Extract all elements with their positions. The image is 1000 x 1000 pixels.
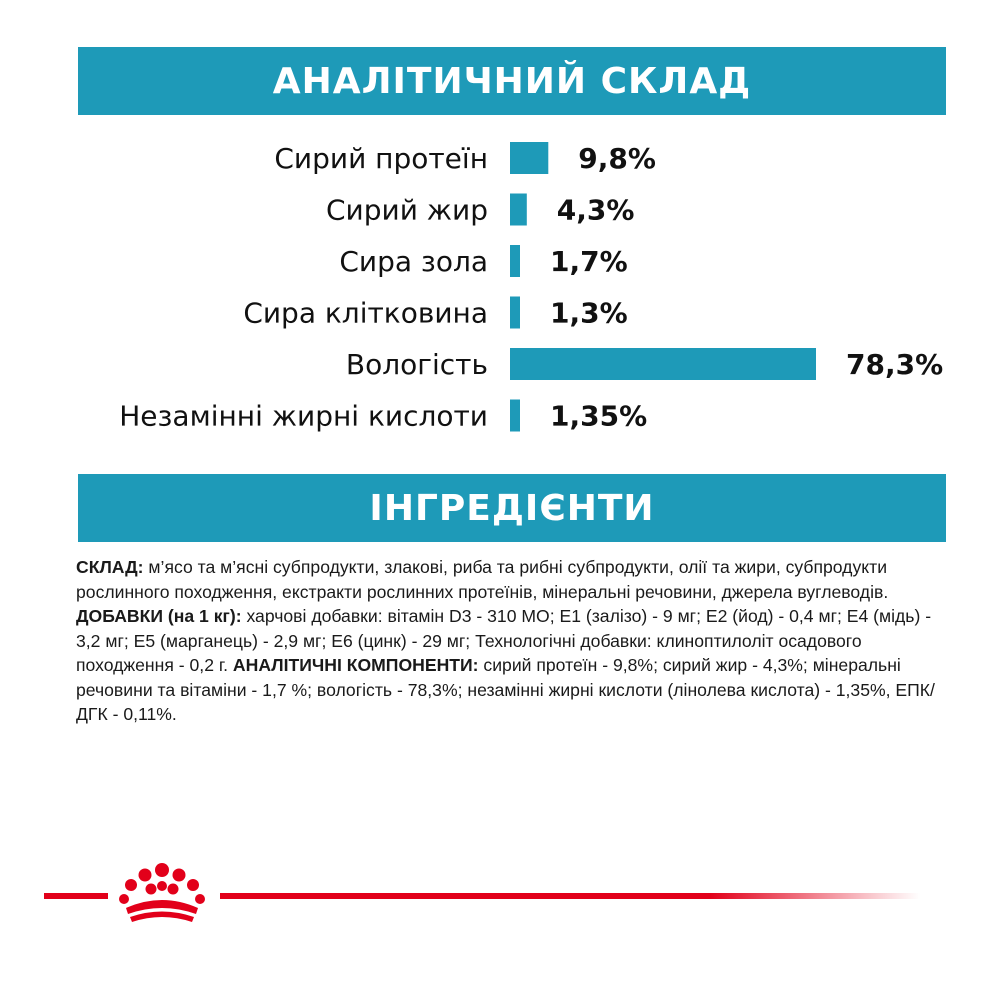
- bar: [510, 400, 520, 432]
- composition-heading: СКЛАД:: [76, 557, 144, 577]
- composition-text: [76, 555, 946, 727]
- analysis-header-band: [78, 47, 946, 115]
- bar-label: Вологість: [345, 348, 488, 381]
- bar-label: Сира зола: [339, 245, 488, 278]
- bar: [510, 142, 548, 174]
- bar-value-label: 1,3%: [550, 296, 628, 330]
- composition-text-run: сирий протеїн - 9,8%; сирий жир - 4,3%; мінеральні речовини та вітаміни - 1,7 %; вологість - 78,3%; незамінні жирні кислоти (лінолева кислота) - 1,35%, ЕПК/ДГК - 0,11%.: [76, 655, 935, 724]
- composition-heading: АНАЛІТИЧНІ КОМПОНЕНТИ:: [232, 655, 479, 675]
- bar: [510, 297, 520, 329]
- bar-label: Незамінні жирні кислоти: [119, 399, 488, 433]
- bar-label: Сирий протеїн: [274, 142, 488, 175]
- composition-text-run: м’ясо та м’ясні субпродукти, злакові, риба та рибні субпродукти, олії та жири, субпродукти рослинного походження, екстракти рослинних протеїнів, мінеральні речовини, джерела вуглеводів.: [76, 557, 889, 602]
- royal-canin-crown-icon: [110, 862, 214, 928]
- footer-red-line-right: [220, 893, 920, 899]
- ingredients-header-band: [78, 474, 946, 542]
- bar-label: Сира клітковина: [243, 296, 488, 330]
- bar-value-label: 4,3%: [556, 193, 635, 227]
- ingredients-title: ІНГРЕДІЄНТИ: [369, 487, 655, 529]
- bar-label: Сирий жир: [325, 193, 488, 227]
- bar: [510, 348, 816, 380]
- analysis-bar-chart: [0, 120, 1000, 450]
- composition-text-run: харчові добавки: вітамін D3 - 310 МО; Е1 (залізо) - 9 мг; Е2 (йод) - 0,4 мг; Е4 (мідь) - 3,2 мг; Е5 (марганець) - 2,9 мг; Е6 (цинк) - 29 мг; Технологічні добавки: клиноптилоліт осадового походження - 0,2 г.: [76, 606, 932, 675]
- bar-value-label: 9,8%: [578, 142, 656, 175]
- bar-value-label: 78,3%: [846, 348, 944, 381]
- bar: [510, 194, 527, 226]
- bar: [510, 245, 520, 277]
- bar-value-label: 1,35%: [550, 399, 648, 433]
- bar-value-label: 1,7%: [550, 245, 628, 278]
- composition-heading: ДОБАВКИ (на 1 кг):: [76, 606, 242, 626]
- footer: [0, 860, 1000, 930]
- footer-red-line-left: [44, 893, 108, 899]
- analysis-title: АНАЛІТИЧНИЙ СКЛАД: [272, 60, 752, 102]
